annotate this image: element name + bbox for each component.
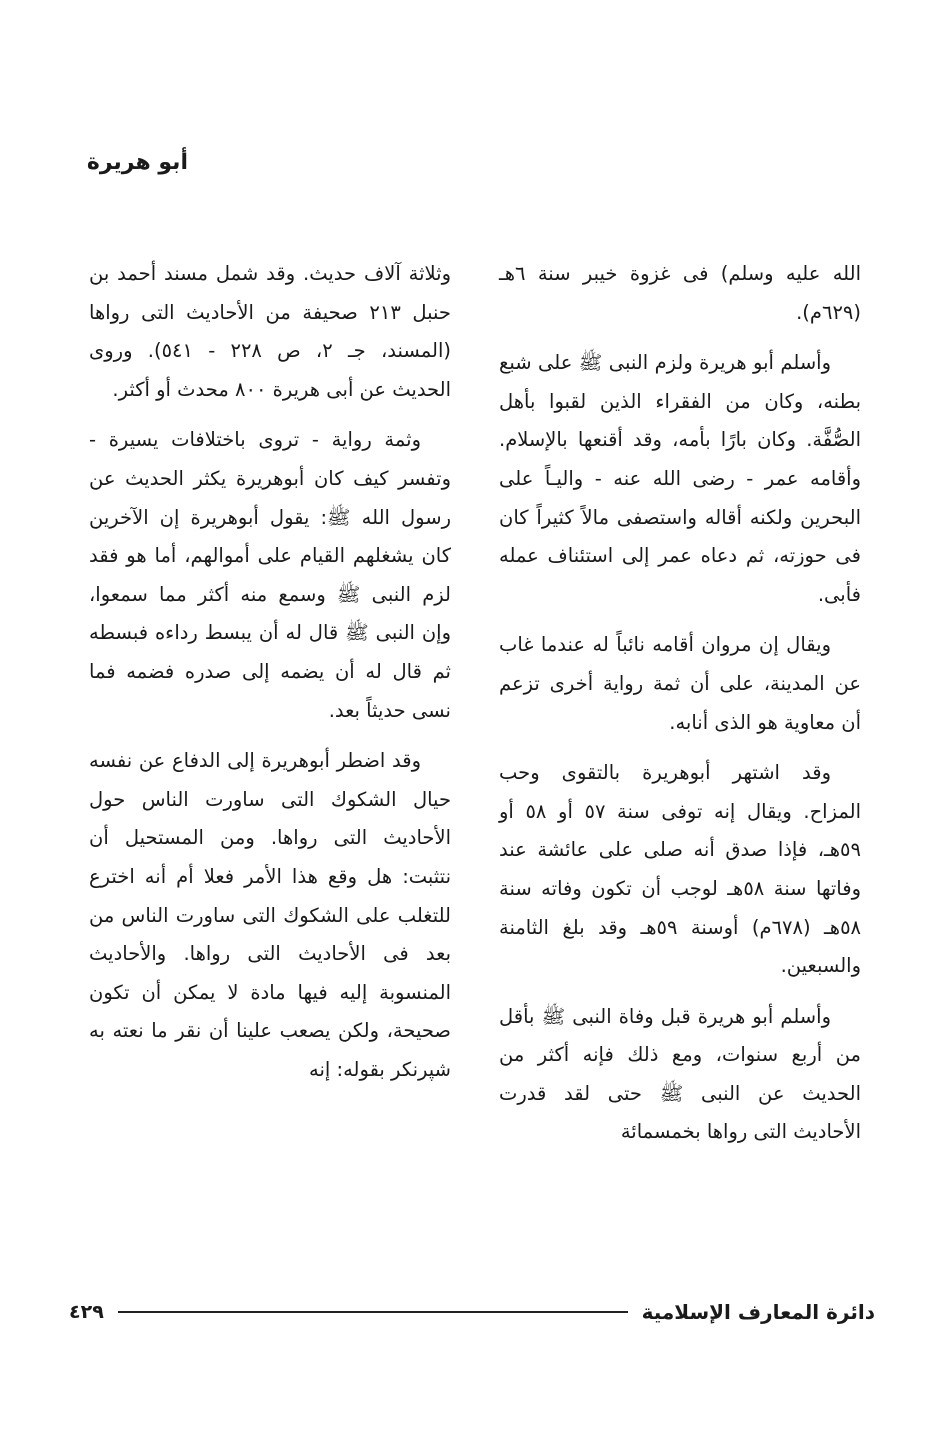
page-number: ٤٢٩ (69, 1301, 104, 1323)
page-footer (69, 1296, 875, 1328)
paragraph: الله عليه وسلم) فى غزوة خيبر سنة ٦هـ (٦٢٩م). (499, 262, 861, 324)
running-header-title: أبو هريرة (86, 150, 188, 175)
paragraph: وثلاثة آلاف حديث. وقد شمل مسند أحمد بن حنبل ٢١٣ صحيفة من الأحاديث التى رواها (المسند، جـ ٢، ص ٢٢٨ - ٥٤١). وروى الحديث عن أبى هريرة ٨٠٠ محدث أو أكثر. (89, 262, 451, 401)
paragraph: ويقال إن مروان أقامه نائباً له عندما غاب عن المدينة، على أن ثمة رواية أخرى تزعم أن معاوية هو الذى أنابه. (499, 633, 861, 734)
paragraph: وأسلم أبو هريرة قبل وفاة النبى ﷺ بأقل من أربع سنوات، ومع ذلك فإنه أكثر من الحديث عن النبى ﷺ حتى لقد قدرت الأحاديث التى رواها بخمسمائة (499, 1004, 861, 1144)
paragraph: وقد اشتهر أبوهريرة بالتقوى وحب المزاح. ويقال إنه توفى سنة ٥٧ أو ٥٨ أو ٥٩هـ، فإذا صدق أنه صلى على عائشة عند وفاتها سنة ٥٨هـ لوجب أن تكون وفاته سنة ٥٨هـ (٦٧٨م) أوسنة ٥٩هـ وقد بلغ الثامنة والسبعين. (499, 761, 862, 978)
text-column-left (89, 255, 451, 1101)
paragraph: وأسلم أبو هريرة ولزم النبى ﷺ على شبع بطنه، وكان من الفقراء الذين لقبوا بأهل الصُّفَّة. وكان بارًا بأمه، وقد أقنعها بالإسلام. وأقامه عمر - رضى الله عنه - واليـاً على البحرين ولكنه أقاله واستصفى مالاً كثيراً كان فى حوزته، ثم دعاه عمر إلى استئناف عمله فأبى. (499, 351, 861, 606)
text-column-right (499, 255, 861, 1164)
footer-divider (118, 1311, 628, 1313)
paragraph: وقد اضطر أبوهريرة إلى الدفاع عن نفسه حيال الشكوك التى ساورت الناس حول الأحاديث التى رواها. ومن المستحيل أن نتثبت: هل وقع هذا الأمر فعلا أم أنه اخترع للتغلب على الشكوك التى ساورت الناس من بعد فى الأحاديث التى رواها. والأحاديث المنسوبة إليه فيها مادة لا يمكن أن تكون صحيحة، ولكن يصعب علينا أن نقر ما نعته به شپرنكر بقوله: إنه (89, 749, 451, 1081)
footer-journal-title: دائرة المعارف الإسلامية (641, 1300, 875, 1324)
paragraph: وثمة رواية - تروى باختلافات يسيرة - وتفسر كيف كان أبوهريرة يكثر الحديث عن رسول الله ﷺ: يقول أبوهريرة إن الآخرين كان يشغلهم القيام على أموالهم، أما هو فقد لزم النبى ﷺ وسمع منه أكثر مما سمعوا، وإن النبى ﷺ قال له أن يبسط رداءه فبسطه ثم قال له أن يضمه إلى صدره فضمه فما نسى حديثاً بعد. (89, 428, 451, 722)
